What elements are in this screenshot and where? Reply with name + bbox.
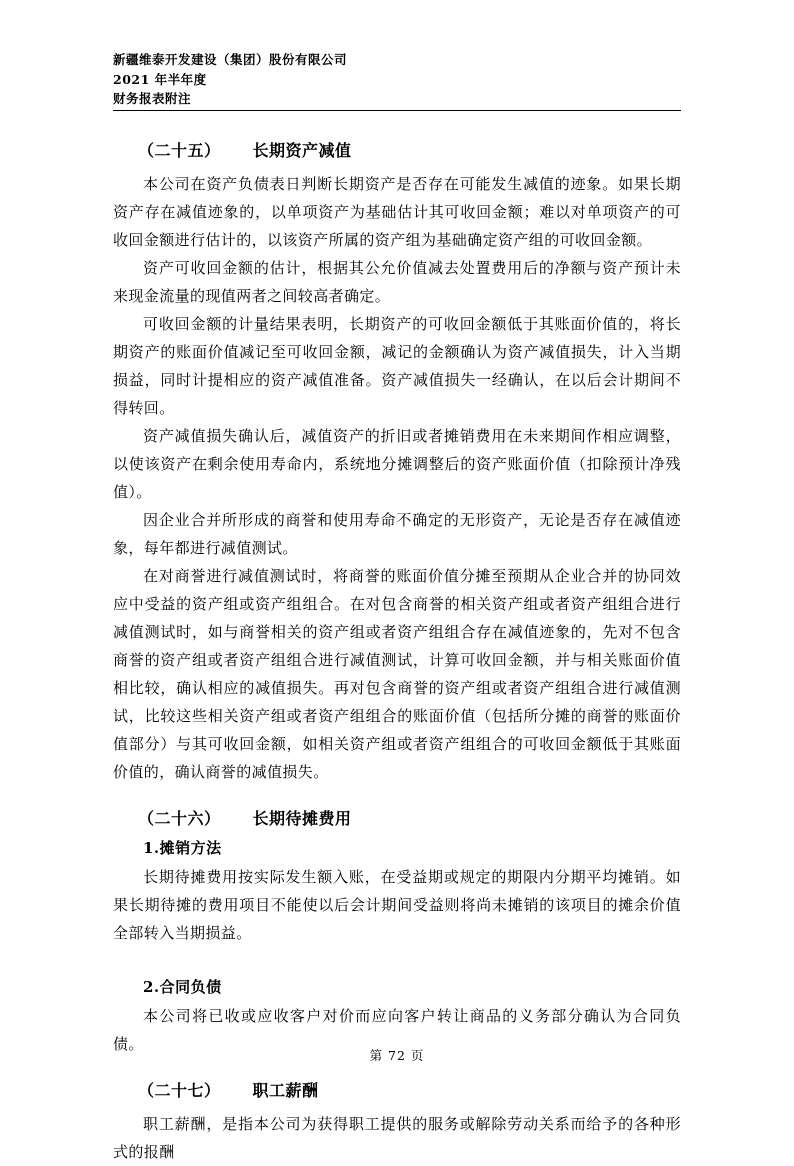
document-body	[113, 140, 681, 1166]
section-25-heading	[113, 140, 681, 162]
section-27-paragraph: 职工薪酬，是指本公司为获得职工提供的服务或解除劳动关系而给予的各种形式的报酬	[113, 1115, 681, 1161]
subsection-contract-liability-heading: 2.合同负债	[143, 978, 222, 996]
subsection-amortization-paragraph: 长期待摊费用按实际发生额入账，在受益期或规定的期限内分期平均摊销。如果长期待摊的费用项目不能使以后会计期间受益则将尚未摊销的该项目的摊余价值全部转入当期损益。	[113, 868, 681, 942]
section-27-number: （二十七）	[138, 1081, 221, 1100]
section-25-paragraph: 因企业合并所形成的商誉和使用寿命不确定的无形资产，无论是否存在减值迹象，每年都进行减值测试。	[113, 511, 681, 557]
report-title: 财务报表附注	[113, 91, 192, 106]
section-26-title: 长期待摊费用	[252, 809, 352, 828]
section-27-heading	[113, 1080, 681, 1102]
section-26-number: （二十六）	[138, 809, 221, 828]
page-number: 第 72 页	[369, 1048, 425, 1063]
header-divider	[113, 110, 681, 111]
subsection-contract-liability-paragraph: 本公司将已收或应收客户对价而应向客户转让商品的义务部分确认为合同负债。	[113, 1007, 681, 1053]
subsection-amortization-heading: 1.摊销方法	[143, 839, 222, 857]
section-25-paragraph: 在对商誉进行减值测试时，将商誉的账面价值分摊至预期从企业合并的协同效应中受益的资产组或资产组组合。在对包含商誉的相关资产组或者资产组组合进行减值测试时，如与商誉相关的资产组或者资产组组合存在减值迹象的，先对不包含商誉的资产组或者资产组组合进行减值测试，计算可收回金额，并与相关账面价值相比较，确认相应的减值损失。再对包含商誉的资产组或者资产组组合进行减值测试，比较这些相关资产组或者资产组组合的账面价值（包括所分摊的商誉的账面价值部分）与其可收回金额，如相关资产组或者资产组组合的可收回金额低于其账面价值的，确认商誉的减值损失。	[113, 567, 681, 781]
page-footer	[0, 1046, 794, 1064]
section-25-number: （二十五）	[138, 141, 221, 160]
report-period: 2021 年半年度	[113, 71, 207, 87]
section-25-title: 长期资产减值	[252, 141, 352, 160]
page-header	[113, 50, 681, 109]
section-25-paragraph: 可收回金额的计量结果表明，长期资产的可收回金额低于其账面价值的，将长期资产的账面价值减记至可收回金额，减记的金额确认为资产减值损失，计入当期损益，同时计提相应的资产减值准备。资产减值损失一经确认，在以后会计期间不得转回。	[113, 315, 681, 417]
section-25-paragraph: 资产可收回金额的估计，根据其公允价值减去处置费用后的净额与资产预计未来现金流量的现值两者之间较高者确定。	[113, 259, 681, 305]
section-25-paragraph: 本公司在资产负债表日判断长期资产是否存在可能发生减值的迹象。如果长期资产存在减值迹象的，以单项资产为基础估计其可收回金额；难以对单项资产的可收回金额进行估计的，以该资产所属的资产组为基础确定资产组的可收回金额。	[113, 175, 681, 249]
section-26-heading	[113, 808, 681, 830]
company-name: 新疆维泰开发建设（集团）股份有限公司	[113, 52, 348, 67]
section-25-paragraph: 资产减值损失确认后，减值资产的折旧或者摊销费用在未来期间作相应调整，以使该资产在剩余使用寿命内，系统地分摊调整后的资产账面价值（扣除预计净残值）。	[113, 427, 681, 501]
section-27-title: 职工薪酬	[252, 1081, 319, 1100]
